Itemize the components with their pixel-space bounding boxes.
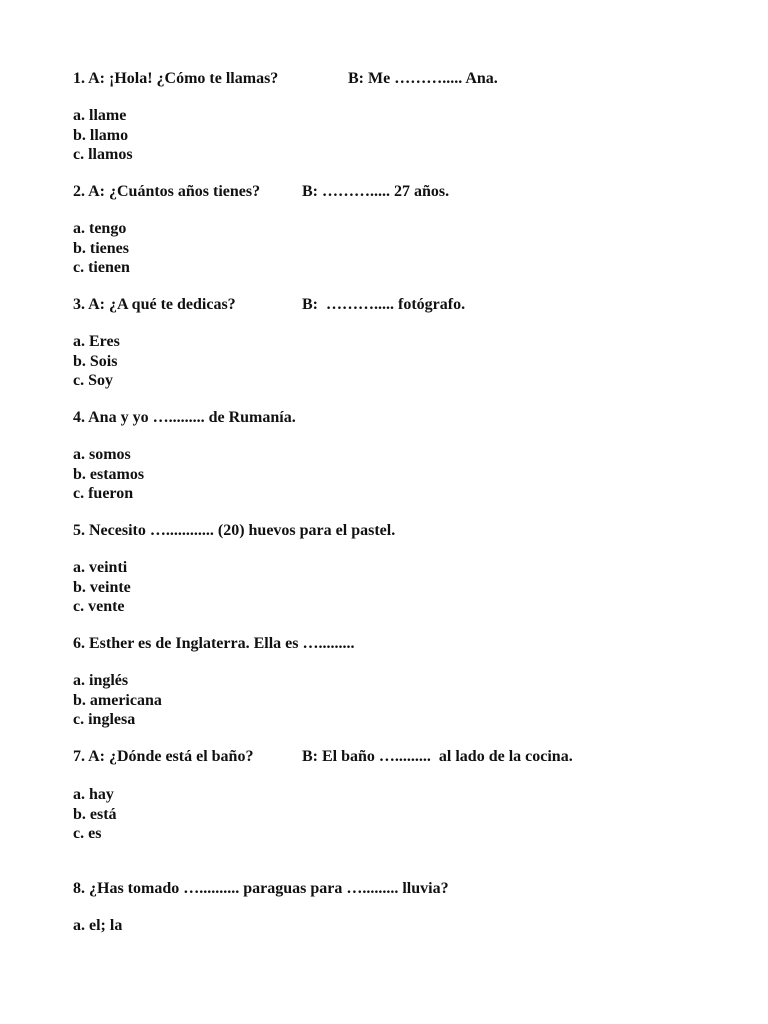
question-7-options: [73, 785, 117, 844]
question-1-options: [73, 106, 133, 165]
question-8: [73, 879, 693, 899]
question-8-options: [73, 916, 122, 936]
option-a: a. somos: [73, 446, 131, 463]
question-6-prompt: 6. Esther es de Inglaterra. Ella es ….........: [73, 635, 355, 652]
question-1: [73, 69, 693, 89]
question-5-prompt: 5. Necesito …............ (20) huevos para el pastel.: [73, 522, 396, 539]
option-c: c. inglesa: [73, 711, 136, 729]
option-a: a. inglés: [73, 672, 129, 689]
question-2-prompt-b: B: ………..... 27 años.: [302, 183, 450, 200]
question-5-options: [73, 558, 131, 617]
question-7: [73, 747, 693, 767]
option-c: c. fueron: [73, 485, 134, 503]
option-b: b. llamo: [73, 126, 129, 144]
option-a: a. veinti: [73, 559, 128, 576]
question-2-prompt-a: 2. A: ¿Cuántos años tienes?: [73, 183, 261, 200]
option-b: b. tienes: [73, 239, 129, 257]
option-a: a. llame: [73, 107, 127, 124]
question-3: [73, 295, 693, 315]
option-b: b. estamos: [73, 465, 145, 483]
question-4-options: [73, 445, 144, 504]
option-c: c. llamos: [73, 146, 133, 164]
option-a: a. tengo: [73, 220, 127, 237]
question-6: [73, 634, 693, 654]
question-3-prompt-b: B: ………..... fotógrafo.: [302, 296, 466, 313]
question-2: [73, 182, 693, 202]
option-a: a. Eres: [73, 333, 120, 350]
question-1-prompt-a: 1. A: ¡Hola! ¿Cómo te llamas?: [73, 70, 279, 87]
question-2-options: [73, 219, 130, 278]
question-3-prompt-a: 3. A: ¿A qué te dedicas?: [73, 296, 236, 313]
question-1-prompt-b: B: Me ………..... Ana.: [348, 70, 498, 87]
question-5: [73, 521, 693, 541]
question-6-options: [73, 671, 162, 730]
question-4-prompt: 4. Ana y yo …......... de Rumanía.: [73, 409, 296, 426]
question-7-prompt-a: 7. A: ¿Dónde está el baño?: [73, 748, 254, 765]
option-a: a. el; la: [73, 917, 123, 934]
option-b: b. Sois: [73, 352, 118, 370]
option-b: b. americana: [73, 691, 162, 709]
question-3-options: [73, 332, 120, 391]
option-b: b. veinte: [73, 578, 131, 596]
option-c: c. tienen: [73, 259, 130, 277]
option-c: c. Soy: [73, 372, 113, 390]
question-4: [73, 408, 693, 428]
question-7-prompt-b: B: El baño …......... al lado de la cocina.: [302, 748, 573, 765]
question-8-prompt: 8. ¿Has tomado ….......... paraguas para …......... lluvia?: [73, 880, 449, 897]
option-b: b. está: [73, 805, 117, 823]
option-c: c. vente: [73, 598, 125, 616]
option-a: a. hay: [73, 786, 114, 803]
option-c: c. es: [73, 825, 102, 843]
